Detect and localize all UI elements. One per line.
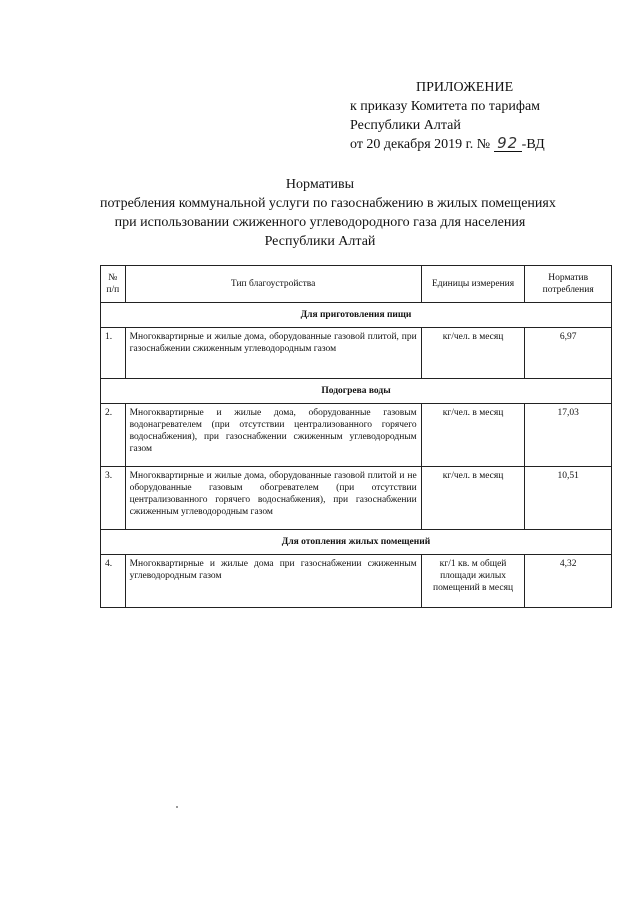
appendix-label: ПРИЛОЖЕНИЕ (416, 80, 514, 95)
order-region-line: Республики Алтай (350, 118, 461, 133)
table-row (101, 404, 612, 467)
section-row (101, 379, 612, 404)
title-line-4: Республики Алтай (264, 234, 376, 249)
appendix-header (350, 78, 620, 154)
order-number: 92 (494, 136, 522, 152)
column-header-type: Тип благоустройства (125, 266, 421, 303)
section-row (101, 530, 612, 555)
row-num: 2. (101, 404, 126, 467)
section-title-cooking: Для приготовления пищи (101, 303, 612, 328)
scan-speck (176, 806, 178, 808)
row-unit: кг/чел. в месяц (421, 328, 525, 379)
row-type: Многоквартирные и жилые дома при газоснабжении сжиженным углеводородным газом (125, 555, 421, 608)
norms-table (100, 265, 612, 608)
section-title-water: Подогрева воды (101, 379, 612, 404)
row-value: 4,32 (525, 555, 612, 608)
column-header-num: № п/п (101, 266, 126, 303)
row-value: 6,97 (525, 328, 612, 379)
column-header-value: Норматив потребления (525, 266, 612, 303)
row-num: 4. (101, 555, 126, 608)
section-title-heating: Для отопления жилых помещений (101, 530, 612, 555)
section-row (101, 303, 612, 328)
row-value: 17,03 (525, 404, 612, 467)
row-type: Многоквартирные и жилые дома, оборудованные газовой плитой, при газоснабжении сжиженным углеводородным газом (125, 328, 421, 379)
row-unit: кг/чел. в месяц (421, 404, 525, 467)
table-row (101, 555, 612, 608)
table-header-row (101, 266, 612, 303)
row-type: Многоквартирные и жилые дома, оборудованные газовым водонагревателем (при отсутствии централизованного горячего водоснабжения), при газоснабжении сжиженным углеводородным газом (125, 404, 421, 467)
row-num: 1. (101, 328, 126, 379)
table-row (101, 467, 612, 530)
row-value: 10,51 (525, 467, 612, 530)
document-title (100, 175, 556, 251)
column-header-unit: Единицы измерения (421, 266, 525, 303)
order-suffix: -ВД (521, 137, 545, 152)
row-type: Многоквартирные и жилые дома, оборудованные газовой плитой и не оборудованные газовым обогревателем (при отсутствии централизованного горячего водоснабжения), при газоснабжении сжиженным углеводородным газом (125, 467, 421, 530)
row-unit: кг/1 кв. м общей площади жилых помещений в месяц (421, 555, 525, 608)
order-date-line (350, 135, 620, 154)
table-row (101, 328, 612, 379)
row-num: 3. (101, 467, 126, 530)
title-line-2: потребления коммунальной услуги по газоснабжению в жилых помещениях (100, 196, 556, 211)
title-line-3: при использовании сжиженного углеводородного газа для населения (114, 215, 526, 230)
row-unit: кг/чел. в месяц (421, 467, 525, 530)
title-line-1: Нормативы (285, 177, 355, 192)
order-date-prefix: от 20 декабря 2019 г. № (350, 137, 491, 152)
order-committee-line: к приказу Комитета по тарифам (350, 99, 541, 114)
